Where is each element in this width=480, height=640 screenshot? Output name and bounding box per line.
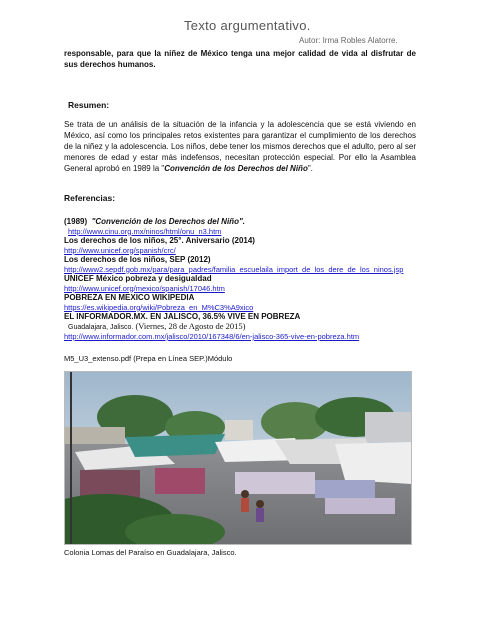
reference-title-italic: "Convención de los Derechos del Niño". [91, 217, 245, 226]
intro-paragraph: responsable, para que la niñez de México tenga una mejor calidad de vida al disfrutar de sus derechos humanos. [64, 49, 416, 69]
reference-title: Los derechos de los niños, 25°. Aniversario (2014) [64, 236, 255, 245]
photo-caption: Colonia Lomas del Paraíso en Guadalajara, Jalisco. [64, 547, 237, 557]
module-note: M5_U3_extenso.pdf (Prepa en Línea SEP.)Módulo [64, 353, 233, 363]
resumen-paragraph [64, 119, 416, 174]
reference-link[interactable]: http://www.unicef.org/mexico/spanish/17046.htm [64, 283, 225, 293]
resumen-emphasis: Convención de los Derechos del Niño [164, 164, 308, 173]
reference-title: UNICEF México pobreza y desigualdad [64, 274, 212, 283]
references-list [64, 217, 416, 342]
resumen-heading: Resumen: [68, 100, 110, 110]
reference-place: Guadalajara, Jalisco. [68, 323, 134, 331]
reference-title: POBREZA EN MEXICO WIKIPEDIA [64, 293, 195, 302]
reference-year: (1989) [64, 217, 88, 226]
reference-date: (Viernes, 28 de Agosto de 2015) [135, 320, 246, 331]
document-body [64, 44, 416, 557]
header-title: Texto argumentativo. [184, 18, 311, 33]
reference-title: EL INFORMADOR.MX. EN JALISCO, 36.5% VIVE EN POBREZA [64, 312, 301, 321]
header-author: Autor: Irma Robles Alatorre. [299, 36, 398, 45]
market-photo-illustration [65, 372, 411, 544]
resumen-tail: ". [307, 164, 313, 173]
reference-link[interactable]: http://www.cinu.org.mx/ninos/html/onu_n3.htm [68, 226, 222, 236]
reference-link[interactable]: https://es.wikipedia.org/wiki/Pobreza_en_M%C3%A9xico [64, 302, 254, 312]
references-heading: Referencias: [64, 193, 116, 203]
market-photo [64, 371, 412, 545]
reference-link[interactable]: http://www2.sepdf.gob.mx/para/para_padres/familia_escuelaila_import_de_los_dere_de_los_ninos.jsp [64, 264, 404, 274]
reference-source-line [64, 322, 416, 333]
resumen-text: Se trata de un análisis de la situación de la infancia y la adolescencia que se está viviendo en México, así como los principales retos existentes para garantizar el cumplimiento de los derechos de la niñez y la adolescencia. Los niños, debe tener los mismos derechos que el adulto, pero al ser menores de edad y estar más indefensos, necesitan protección especial. Por ello la Asamblea General aprobó en 1989 la " [64, 120, 416, 173]
reference-title [64, 217, 416, 227]
reference-link[interactable]: http://www.informador.com.mx/jalisco/2010/167348/6/en-jalisco-365-vive-en-pobreza.htm [64, 332, 360, 341]
reference-title: Los derechos de los niños, SEP (2012) [64, 255, 211, 264]
reference-link[interactable]: http://www.unicef.org/spanish/crc/ [64, 245, 176, 255]
